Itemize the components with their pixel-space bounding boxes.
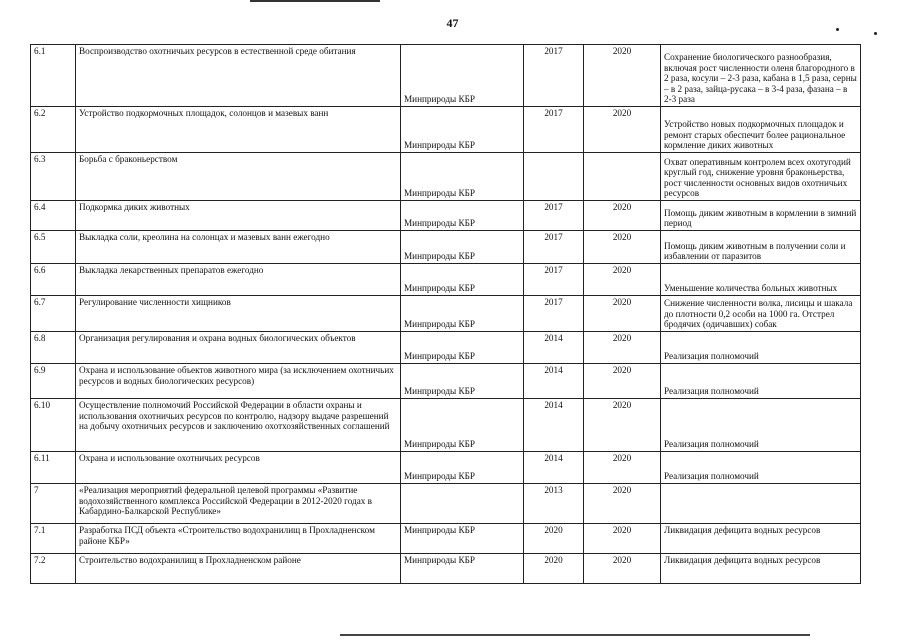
end-year: 2020 (584, 452, 661, 484)
activity-name: Воспроизводство охотничьих ресурсов в естественной среде обитания (76, 45, 401, 107)
start-year: 2020 (524, 524, 584, 554)
row-number: 6.1 (31, 45, 76, 107)
table-row (31, 524, 861, 554)
activity-name: Регулирование численности хищников (76, 296, 401, 332)
start-year: 2014 (524, 452, 584, 484)
start-year: 2020 (524, 554, 584, 584)
expected-result: Реализация полномочий (661, 399, 861, 452)
row-number: 7.2 (31, 554, 76, 584)
end-year: 2020 (584, 201, 661, 231)
row-number: 7 (31, 484, 76, 524)
scan-dot (874, 32, 877, 35)
responsible-body: Минприроды КБР (401, 153, 524, 201)
start-year (524, 153, 584, 201)
end-year: 2020 (584, 364, 661, 399)
start-year: 2014 (524, 332, 584, 364)
table-row (31, 153, 861, 201)
table-row (31, 264, 861, 296)
table-row (31, 332, 861, 364)
expected-result: Сохранение биологического разнообразия, включая рост численности оленя благородного в 2 раза, косули – 2-3 раза, кабана в 1,5 раза, серны – в 2 раза, зайца-русака – в 3-4 раза, фазана – в 2-3 раза (661, 45, 861, 107)
end-year: 2020 (584, 332, 661, 364)
expected-result: Ликвидация дефицита водных ресурсов (661, 554, 861, 584)
expected-result: Охват оперативным контролем всех охотугодий круглый год, снижение уровня браконьерства, рост численности основных видов охотничьих ресурсов (661, 153, 861, 201)
expected-result: Ликвидация дефицита водных ресурсов (661, 524, 861, 554)
start-year: 2017 (524, 201, 584, 231)
end-year: 2020 (584, 524, 661, 554)
end-year (584, 153, 661, 201)
expected-result: Уменьшение количества больных животных (661, 264, 861, 296)
responsible-body: Минприроды КБР (401, 554, 524, 584)
end-year: 2020 (584, 264, 661, 296)
expected-result: Снижение численности волка, лисицы и шакала до плотности 0,2 особи на 1000 га. Отстрел бродячих (одичавших) собак (661, 296, 861, 332)
activity-name: Охрана и использование объектов животного мира (за исключением охотничьих ресурсов и водных биологических ресурсов) (76, 364, 401, 399)
expected-result: Реализация полномочий (661, 364, 861, 399)
end-year: 2020 (584, 484, 661, 524)
expected-result (661, 484, 861, 524)
start-year: 2017 (524, 45, 584, 107)
responsible-body: Минприроды КБР (401, 364, 524, 399)
end-year: 2020 (584, 399, 661, 452)
activity-name: Разработка ПСД объекта «Строительство водохранилищ в Прохладненском районе КБР» (76, 524, 401, 554)
table-row (31, 231, 861, 264)
responsible-body: Минприроды КБР (401, 296, 524, 332)
activity-name: Строительство водохранилищ в Прохладненском районе (76, 554, 401, 584)
responsible-body: Минприроды КБР (401, 264, 524, 296)
activity-name: Организация регулирования и охрана водных биологических объектов (76, 332, 401, 364)
page-number: 47 (446, 16, 459, 30)
table-row (31, 484, 861, 524)
table-row (31, 107, 861, 153)
start-year: 2017 (524, 107, 584, 153)
activity-name: Борьба с браконьерством (76, 153, 401, 201)
end-year: 2020 (584, 107, 661, 153)
table-row (31, 364, 861, 399)
start-year: 2013 (524, 484, 584, 524)
responsible-body: Минприроды КБР (401, 201, 524, 231)
start-year: 2014 (524, 399, 584, 452)
responsible-body: Минприроды КБР (401, 45, 524, 107)
expected-result: Устройство новых подкормочных площадок и ремонт старых обеспечит более рациональное кормление диких животных (661, 107, 861, 153)
end-year: 2020 (584, 554, 661, 584)
row-number: 6.5 (31, 231, 76, 264)
responsible-body: Минприроды КБР (401, 332, 524, 364)
table-row (31, 296, 861, 332)
table-row (31, 45, 861, 107)
responsible-body: Минприроды КБР (401, 452, 524, 484)
table-row (31, 554, 861, 584)
row-number: 6.10 (31, 399, 76, 452)
start-year: 2017 (524, 231, 584, 264)
end-year: 2020 (584, 296, 661, 332)
row-number: 6.6 (31, 264, 76, 296)
responsible-body: Минприроды КБР (401, 107, 524, 153)
responsible-body (401, 484, 524, 524)
activity-name: Устройство подкормочных площадок, солонцов и мазевых ванн (76, 107, 401, 153)
activity-name: Охрана и использование охотничьих ресурсов (76, 452, 401, 484)
row-number: 6.8 (31, 332, 76, 364)
end-year: 2020 (584, 45, 661, 107)
table-row (31, 201, 861, 231)
row-number: 6.9 (31, 364, 76, 399)
start-year: 2017 (524, 296, 584, 332)
table-row (31, 399, 861, 452)
row-number: 6.11 (31, 452, 76, 484)
row-number: 6.4 (31, 201, 76, 231)
activity-name: Подкормка диких животных (76, 201, 401, 231)
expected-result: Помощь диким животным в получении соли и избавлении от паразитов (661, 231, 861, 264)
expected-result: Реализация полномочий (661, 452, 861, 484)
responsible-body: Минприроды КБР (401, 399, 524, 452)
scan-artifact-top (250, 0, 380, 2)
row-number: 6.7 (31, 296, 76, 332)
program-table (30, 44, 861, 584)
activity-name: Осуществление полномочий Российской Федерации в области охраны и использования охотничьих ресурсов по контролю, надзору выдаче разрешений на добычу охотничьих ресурсов и заключению охотхозяйственных соглашений (76, 399, 401, 452)
responsible-body: Минприроды КБР (401, 231, 524, 264)
start-year: 2014 (524, 364, 584, 399)
row-number: 7.1 (31, 524, 76, 554)
table-row (31, 452, 861, 484)
responsible-body: Минприроды КБР (401, 524, 524, 554)
row-number: 6.2 (31, 107, 76, 153)
activity-name: Выкладка лекарственных препаратов ежегодно (76, 264, 401, 296)
expected-result: Помощь диким животным в кормлении в зимний период (661, 201, 861, 231)
start-year: 2017 (524, 264, 584, 296)
activity-name: «Реализация мероприятий федеральной целевой программы «Развитие водохозяйственного комплекса Российской Федерации в 2012-2020 годах в Кабардино-Балкарской Республике» (76, 484, 401, 524)
end-year: 2020 (584, 231, 661, 264)
table-body (31, 45, 861, 584)
activity-name: Выкладка соли, креолина на солонцах и мазевых ванн ежегодно (76, 231, 401, 264)
scan-artifact-bottom (340, 634, 810, 636)
row-number: 6.3 (31, 153, 76, 201)
expected-result: Реализация полномочий (661, 332, 861, 364)
